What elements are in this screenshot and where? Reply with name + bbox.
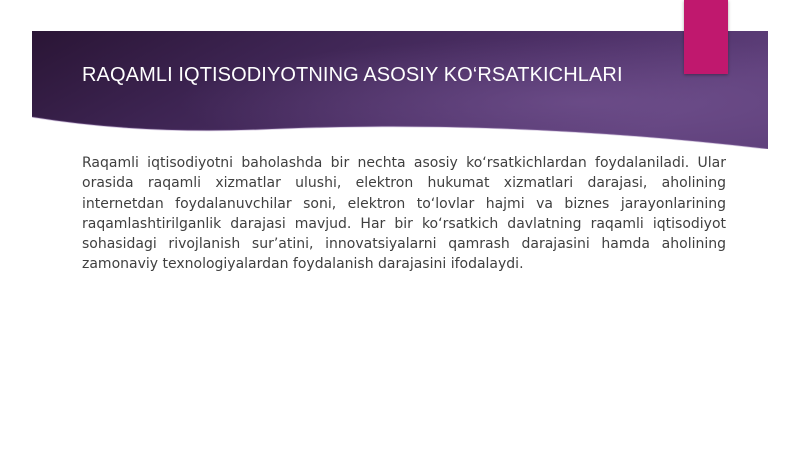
title-banner (32, 31, 768, 149)
banner-background (32, 31, 768, 149)
slide-title: RAQAMLI IQTISODIYOTNING ASOSIY KO‘RSATKICHLARI (82, 64, 623, 86)
slide-body-text: Raqamli iqtisodiyotni baholashda bir nechta asosiy ko‘rsatkichlardan foydalaniladi. Ular orasida raqamli xizmatlar ulushi, elektron hukumat xizmatlari darajasi, aholining internetdan foydalanuvchilar soni, elektron to‘lovlar hajmi va biznes jarayonlarining raqamlashtirilganlik darajasi mavjud. Har bir ko‘rsatkich davlatning raqamli iqtisodiyot sohasidagi rivojlanish sur’atini, innovatsiyalarni qamrash darajasini hamda aholining zamonaviy texnologiyalardan foydalanish darajasini ifodalaydi. (82, 155, 726, 273)
accent-tab (684, 0, 728, 74)
